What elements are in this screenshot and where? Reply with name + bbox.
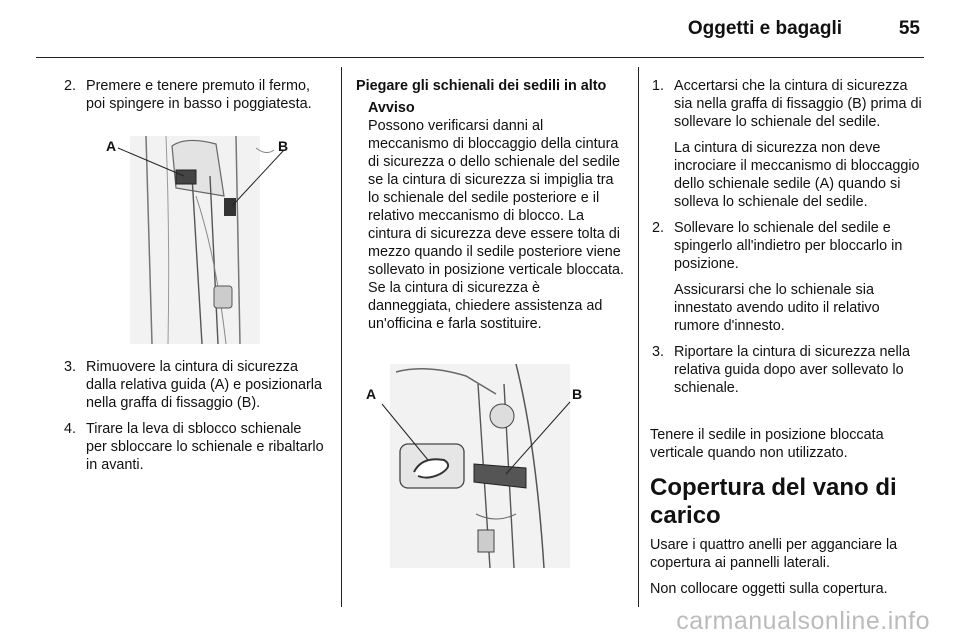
- step-number: 2.: [64, 78, 77, 94]
- step-text: Riportare la cintura di sicurezza nella relativa guida dopo aver sollevato lo schienale.: [674, 344, 910, 396]
- callout-a: A: [106, 138, 117, 154]
- figure-seat-latch: [366, 364, 592, 568]
- step-number: 4.: [64, 421, 77, 437]
- step-note: La cintura di sicurezza non deve incrociare il meccanismo di bloccaggio dello schienale sedile (A) quando si solleva lo schienale del sedile.: [674, 140, 920, 210]
- step-number: 1.: [652, 78, 665, 94]
- column-1-lower: [64, 358, 326, 482]
- step-number: 3.: [652, 344, 665, 360]
- column-3-lower: [650, 426, 928, 606]
- section-heading: Copertura del vano di carico: [650, 474, 897, 529]
- step-note: Assicurarsi che lo schienale sia innestato avendo udito il relativo rumore d'innesto.: [674, 282, 880, 334]
- watermark: carmanualsonline.info: [676, 607, 930, 635]
- notice-box: [356, 99, 624, 333]
- column-2: [356, 77, 624, 333]
- step-number: 2.: [652, 220, 665, 236]
- step-text: Sollevare lo schienale del sedile e spingerlo all'indietro per bloccarlo in posizione.: [674, 220, 903, 272]
- step-text: Tirare la leva di sblocco schienale per sbloccare lo schienale e ribaltarlo in avanti.: [86, 421, 324, 473]
- column-divider-2: [638, 67, 639, 607]
- step-text: Premere e tenere premuto il fermo, poi spingere in basso i poggiatesta.: [86, 78, 312, 112]
- step-3: [64, 358, 326, 412]
- step-2: [652, 219, 924, 335]
- notice-text: Possono verificarsi danni al meccanismo di bloccaggio della cintura di sicurezza o dello schienale del sedile se la cintura di sicurezza si impiglia tra lo schienale del sedile posteriore e il relativo meccanismo di blocco. La cintura di sicurezza deve essere tolta di mezzo quando il sedile posteriore viene sollevato in posizione verticale bloccata. Se la cintura di sicurezza è danneggiata, chiedere assistenza ad un'officina e farla sostituire.: [368, 118, 624, 332]
- step-3: [652, 343, 924, 397]
- column-3: [652, 77, 924, 405]
- paragraph: Non collocare oggetti sulla copertura.: [650, 581, 888, 597]
- notice-title: Avviso: [368, 100, 415, 116]
- step-text: Accertarsi che la cintura di sicurezza sia nella graffa di fissaggio (B) prima di sollevare lo schienale del sedile.: [674, 78, 922, 130]
- callout-a: A: [366, 386, 377, 402]
- callout-b: B: [278, 138, 289, 154]
- step-number: 3.: [64, 359, 77, 375]
- step-1: [652, 77, 924, 211]
- step-text: Rimuovere la cintura di sicurezza dalla relativa guida (A) e posizionarla nella graffa di fissaggio (B).: [86, 359, 322, 411]
- column-divider-1: [341, 67, 342, 607]
- section-subheading: Piegare gli schienali dei sedili in alto: [356, 78, 607, 94]
- figure-headrest-belt: [106, 136, 298, 344]
- step-2: [64, 77, 326, 113]
- paragraph: Usare i quattro anelli per agganciare la copertura ai pannelli laterali.: [650, 537, 898, 571]
- callout-b: B: [572, 386, 583, 402]
- header-rule: [36, 57, 924, 58]
- page-title: Oggetti e bagagli: [687, 18, 842, 39]
- page-number: 55: [898, 18, 920, 39]
- step-4: [64, 420, 326, 474]
- paragraph: Tenere il sedile in posizione bloccata verticale quando non utilizzato.: [650, 427, 884, 461]
- column-1: [64, 77, 326, 121]
